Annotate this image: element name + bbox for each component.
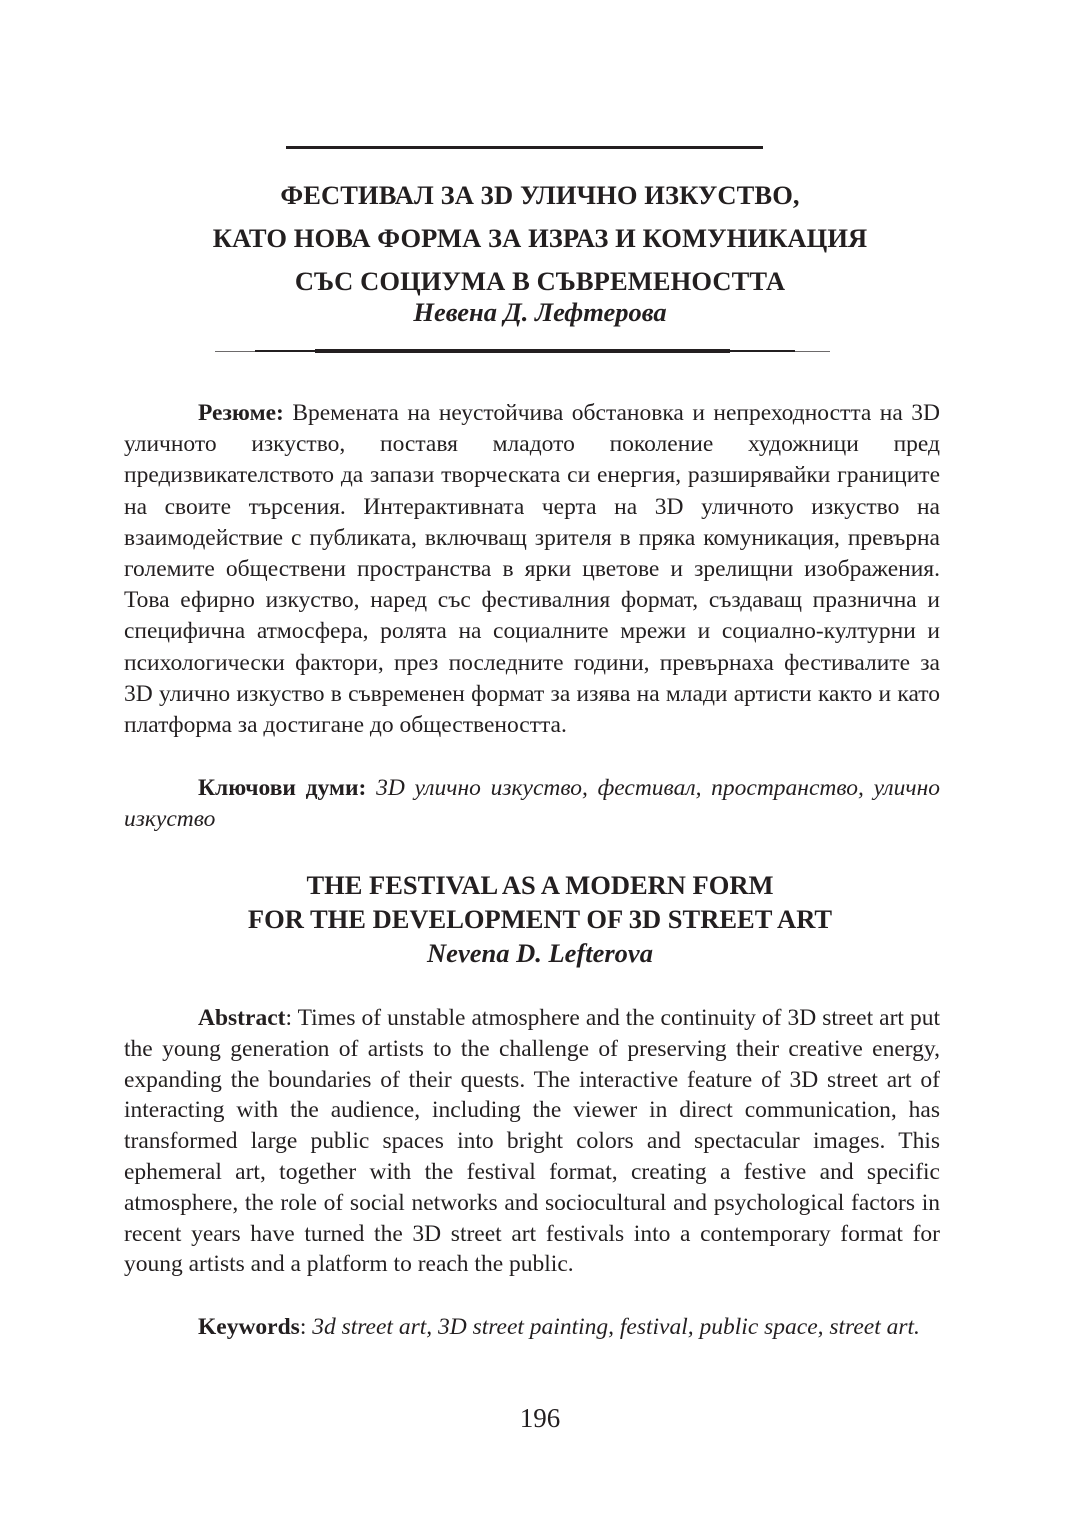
- english-abstract: [124, 1003, 940, 1280]
- bulgarian-keywords: [124, 773, 940, 835]
- bulgarian-title: [110, 174, 970, 303]
- english-title-line-2: FOR THE DEVELOPMENT OF 3D STREET ART: [247, 904, 833, 934]
- bulgarian-title-line-3: СЪС СОЦИУМА В СЪВРЕМЕНОСТТА: [294, 266, 786, 296]
- resume-label: Резюме:: [198, 400, 284, 426]
- english-author: Nevena D. Lefterova: [427, 938, 653, 968]
- bulgarian-keywords-label: Ключови думи:: [198, 775, 367, 801]
- title-bottom-rule-thick: [315, 349, 730, 353]
- english-keywords-label: Keywords: [198, 1314, 300, 1340]
- resume-text: Времената на неустойчива обстановка и непреходността на 3D уличното изкуство, поставя младото поколение художници пред предизвикателството да запази творческата си енергия, разширявайки границите на своите търсения. Интерактивната черта на 3D уличното изкуство на взаимодействие с публиката, включващ зрителя в пряка комуникация, превърна големите обществени пространства в ярки цветове и зрелищни изображения. Това ефирно изкуство, наред със фестивалния формат, създаващ празнична и специфична атмосфера, ролята на социалните мрежи и социално-културни и психологически фактори, през последните години, превърнаха фестивалите за 3D улично изкуство в съвременен формат за изява на млади артисти както и като платформа за достигане до обществеността.: [124, 400, 940, 739]
- bulgarian-title-line-2: КАТО НОВА ФОРМА ЗА ИЗРАЗ И КОМУНИКАЦИЯ: [212, 223, 868, 253]
- page-number: 196: [519, 1403, 561, 1433]
- abstract-text: : Times of unstable atmosphere and the continuity of 3D street art put the young generation of artists to the challenge of preserving their creative energy, expanding the boundaries of their quests. The interactive feature of 3D street art of interacting with the audience, including the viewer in direct communication, has transformed large public spaces into bright colors and spectacular images. This ephemeral art, together with the festival format, creating a festive and specific atmosphere, the role of social networks and sociocultural and psychological factors in recent years have turned the 3D street art festivals into a contemporary format for young artists and a platform to reach the public.: [124, 1005, 940, 1278]
- english-keywords: [124, 1312, 940, 1343]
- bulgarian-title-line-1: ФЕСТИВАЛ ЗА 3D УЛИЧНО ИЗКУСТВО,: [280, 180, 800, 210]
- english-keywords-separator: :: [299, 1314, 313, 1340]
- english-keywords-text: 3d street art, 3D street painting, festival, public space, street art.: [312, 1314, 920, 1340]
- abstract-label: Abstract: [198, 1005, 286, 1031]
- english-title-line-1: THE FESTIVAL AS A MODERN FORM: [306, 870, 774, 900]
- english-title: [110, 868, 970, 936]
- title-top-rule: [286, 146, 763, 149]
- bulgarian-resume: [124, 398, 940, 741]
- bulgarian-author: Невена Д. Лефтерова: [413, 297, 667, 327]
- bulgarian-keywords-text: 3D улично изкуство, фестивал, пространство, улично изкуство: [124, 775, 941, 833]
